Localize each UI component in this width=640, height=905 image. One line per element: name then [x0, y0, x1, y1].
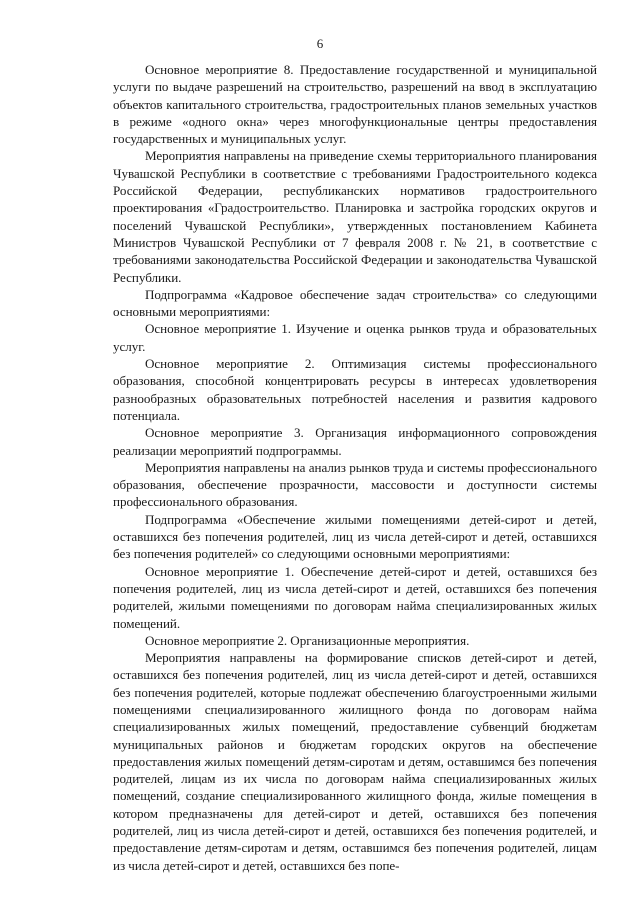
paragraph-territorial-planning: Мероприятия направлены на приведение схемы территориального планирования Чувашской Республики в соответствие с требованиями Градостроительного кодекса Российской Федерации, республиканских нормативов градостроительного проектирования «Градостроительство. Планировка и застройка городских округов и поселений Чувашской Республики», утвержденных постановлением Кабинета Министров Чувашской Республики от 7 февраля 2008 г. № 21, в соответствие с требованиями законодательства Российской Федерации и законодательства Чувашской Республики. [113, 148, 597, 285]
paragraph-measure-8: Основное мероприятие 8. Предоставление государственной и муниципальной услуги по выдаче разрешений на строительство, разрешений на ввод в эксплуатацию объектов капитального строительства, градостроительных планов земельных участков в режиме «одного окна» через многофункциональные центры предоставления государственных и муниципальных услуг. [113, 62, 597, 147]
paragraph-orphans-measure-2: Основное мероприятие 2. Организационные мероприятия. [145, 632, 470, 648]
paragraph-staffing-purpose: Мероприятия направлены на анализ рынков труда и системы профессионального образования, обеспечение прозрачности, массовости и доступности системы профессионального образования. [113, 459, 597, 510]
paragraph-subprogram-orphans: Подпрограмма «Обеспечение жилыми помещениями детей-сирот и детей, оставшихся без попечения родителей, лиц из числа детей-сирот и детей, оставшихся без попечения родителей» со следующими основными мероприятиями: [113, 511, 597, 562]
paragraph-staffing-measure-2: Основное мероприятие 2. Оптимизация системы профессионального образования, способной концентрировать ресурсы в интересах удовлетворения разнообразных образовательных потребностей населения и развития кадрового потенциала. [113, 356, 597, 423]
paragraph-staffing-measure-1: Основное мероприятие 1. Изучение и оценка рынков труда и образовательных услуг. [113, 321, 597, 354]
document-body [113, 61, 597, 874]
paragraph-orphans-measure-1: Основное мероприятие 1. Обеспечение детей-сирот и детей, оставшихся без попечения родителей, лиц из числа детей-сирот и детей, оставшихся без попечения родителей, жилыми помещениями по договорам найма специализированных жилых помещений. [113, 563, 597, 631]
page-number: 6 [316, 36, 324, 51]
paragraph-orphans-purpose: Мероприятия направлены на формирование списков детей-сирот и детей, оставшихся без попечения родителей, лиц из числа детей-сирот и детей, оставшихся без попечения родителей, которые подлежат обеспечению благоустроенными жилыми помещениями специализированного жилищного фонда по договорам найма специализированных жилых помещений, предоставление субвенций бюджетам муниципальных районов и бюджетам городских округов на обеспечение предоставления жилых помещений детям-сиротам и детям, оставшимся без попечения родителей, лицам из их числа по договорам найма специализированных жилых помещений, создание специализированного жилищного фонда, жилые помещения в котором предназначены для детей-сирот и детей, оставшихся без попечения родителей, лиц из числа детей-сирот и детей, оставшихся без попечения родителей, и предоставление детям-сиротам и детям, оставшимся без попечения родителей, лицам из числа детей-сирот и детей, оставшихся без попе- [113, 650, 597, 873]
paragraph-subprogram-staffing: Подпрограмма «Кадровое обеспечение задач строительства» со следующими основными мероприятиями: [113, 286, 597, 320]
paragraph-staffing-measure-3: Основное мероприятие 3. Организация информационного сопровождения реализации мероприятий подпрограммы. [113, 425, 597, 458]
